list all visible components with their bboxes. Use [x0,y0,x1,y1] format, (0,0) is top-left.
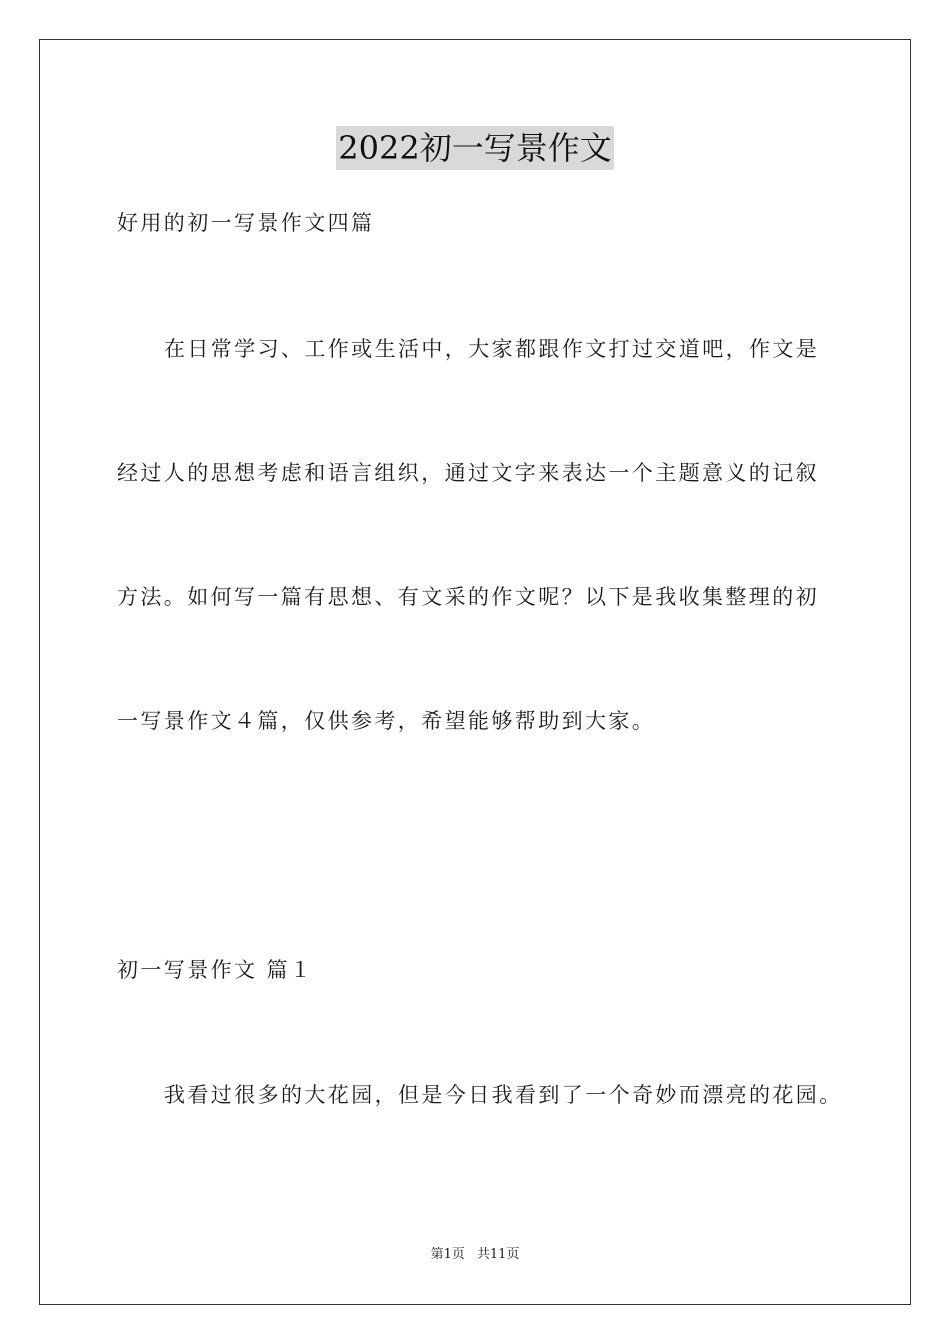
page-total: 共11页 [476,1247,520,1262]
paragraph-line: 我看过很多的大花园，但是今日我看到了一个奇妙而漂亮的花园。 [164,1083,843,1107]
section-heading: 初一写景作文 篇１ [117,958,314,982]
document-title: 2022初一写景作文 [336,126,613,170]
intro-line: 一写景作文４篇，仅供参考，希望能够帮助到大家。 [117,709,656,733]
intro-line: 方法。如何写一篇有思想、有文采的作文呢？以下是我收集整理的初 [117,585,819,609]
page-number: 第1页 [430,1247,465,1262]
document-subtitle: 好用的初一写景作文四篇 [117,211,375,235]
intro-line: 在日常学习、工作或生活中，大家都跟作文打过交道吧，作文是 [164,337,820,361]
intro-line: 经过人的思想考虑和语言组织，通过文字来表达一个主题意义的记叙 [117,461,819,485]
title-container [0,126,950,170]
page-footer [0,1246,950,1264]
